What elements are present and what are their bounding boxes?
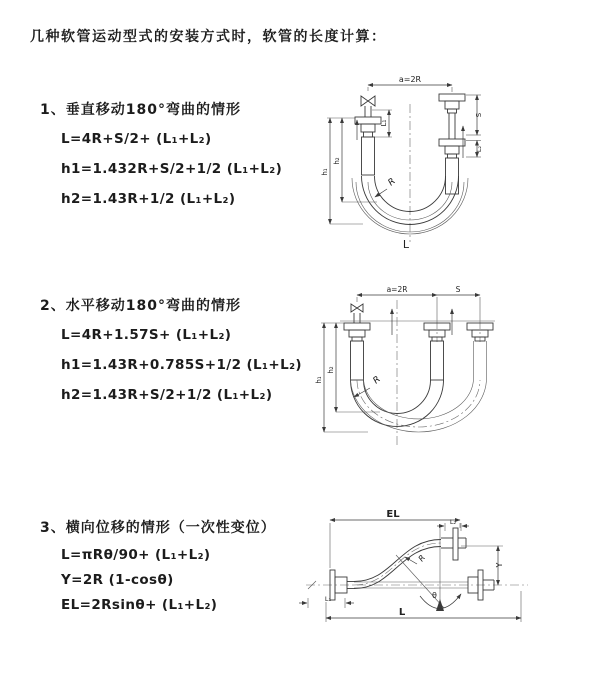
formula-line: h1=1.432R+S/2+1/2 (L₁+L₂) (61, 161, 283, 177)
angle-construction (396, 528, 461, 611)
diagram-vertical-180-bend (305, 64, 545, 259)
formula-line: L=4R+1.57S+ (L₁+L₂) (61, 327, 232, 343)
page-title: 几种软管运动型式的安装方式时，软管的长度计算： (30, 29, 387, 45)
dim-label-a2r: a=2R (386, 285, 408, 294)
dim-label-y: Y (495, 562, 504, 568)
section-1 (40, 100, 282, 214)
section-3-formulas (61, 542, 276, 617)
right-pipe-fitting (439, 94, 465, 194)
dim-label-l2: L₂ (449, 518, 457, 526)
dim-label-s: S (475, 112, 483, 118)
dim-label-l1: L₁ (380, 119, 388, 127)
section-2-heading: 2、水平移动180°弯曲的情形 (40, 298, 241, 314)
dim-label-h1: h₁ (321, 168, 329, 176)
section-3 (40, 518, 276, 617)
hose-u-bend (351, 378, 487, 432)
valve-icon (361, 96, 375, 106)
dim-label-el: EL (386, 509, 400, 520)
dim-label-l: L (402, 238, 410, 251)
displaced-pipe-fitting (467, 323, 493, 378)
dim-label-s: S (455, 285, 461, 294)
dim-label-a2r: a=2R (398, 75, 422, 84)
formula-line: EL=2Rsinθ+ (L₁+L₂) (61, 596, 218, 613)
formula-line: L=πRθ/90+ (L₁+L₂) (61, 546, 211, 563)
formula-line: Y=2R (1-cosθ) (61, 571, 174, 588)
dim-label-l: L (398, 607, 406, 618)
valve-icon (351, 304, 363, 312)
formula-line: h1=1.43R+0.785S+1/2 (L₁+L₂) (61, 357, 302, 373)
section-2-formulas (61, 320, 302, 410)
dim-label-h1: h₁ (315, 376, 323, 384)
radius-label: R (371, 374, 383, 387)
formula-line: h2=1.43R+S/2+1/2 (L₁+L₂) (61, 387, 273, 403)
section-1-heading: 1、垂直移动180°弯曲的情形 (40, 102, 241, 118)
left-pipe-fitting (344, 323, 370, 380)
dim-label-h2: h₂ (327, 366, 335, 374)
dim-label-l2: L₂ (475, 145, 483, 153)
radius-label: R (386, 176, 398, 189)
angle-label: θ (432, 591, 437, 600)
formula-line: L=4R+S/2+ (L₁+L₂) (61, 131, 212, 147)
dim-label-h2: h₂ (333, 157, 341, 165)
hose-s-curve (354, 528, 466, 589)
diagram-lateral-displacement (298, 498, 593, 648)
middle-pipe-fitting (424, 323, 450, 380)
left-pipe-fitting (355, 106, 381, 175)
formula-line: h2=1.43R+1/2 (L₁+L₂) (61, 191, 236, 207)
section-1-formulas (61, 124, 282, 214)
diagram-horizontal-180-bend (310, 280, 560, 460)
section-2 (40, 296, 302, 410)
dim-label-l1: L₁ (324, 595, 332, 603)
radius-label: R (416, 553, 428, 564)
section-3-heading: 3、横向位移的情形（一次性变位） (40, 520, 276, 536)
